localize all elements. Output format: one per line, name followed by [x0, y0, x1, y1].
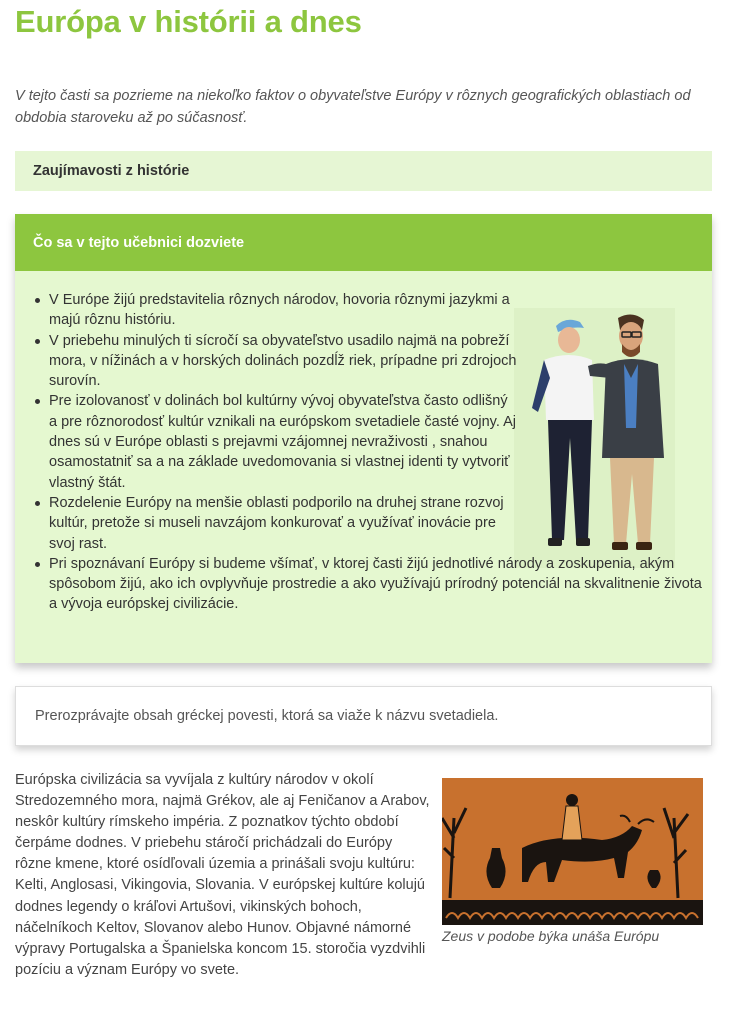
- history-facts-box[interactable]: [15, 151, 712, 191]
- greek-vase-painting: [442, 778, 703, 925]
- zeus-europa-image: [442, 778, 703, 925]
- page-title: Európa v histórii a dnes: [15, 4, 362, 39]
- task-text: Prerozprávajte obsah gréckej povesti, ktorá sa viaže k názvu svetadiela.: [35, 708, 499, 724]
- list-item: Rozdelenie Európy na menšie oblasti podporilo na druhej strane rozvoj kultúr, pretože si museli navzájom konkurovať a využívať inovácie pre svoj rast.: [33, 493, 519, 554]
- body-paragraph: Európska civilizácia sa vyvíjala z kultúry národov v okolí Stredozemného mora, najmä Grékov, ale aj Feničanov a Arabov, neskôr kultúry rímskeho impéria. Z poznatkov týchto období čerpáme dodnes. V priebehu stáročí prichádzali do Európy rôzne kmene, ktoré osídľovali územia a prinášali svoju kultúru: Kelti, Anglosasi, Vikingovia, Slovania. V európskej kultúre kolujú dodnes legendy o kráľovi Artušovi, vikinských bohoch, náčelníkoch Keltov, Slovanov alebo Hunov. Objavné námorné výpravy Portugalska a Španielska koncom 15. storočia vyzdvihli pozíciu a význam Európy vo svete.: [15, 772, 430, 978]
- list-item: V Európe žijú predstavitelia rôznych národov, hovoria rôznymi jazykmi a majú rôznu históriu.: [33, 290, 519, 331]
- task-box: [15, 686, 712, 746]
- list-item: V priebehu minulých ti sícročí sa obyvateľstvo usadilo najmä na pobreží mora, v nížinách a v horských dolinách pozdĺž riek, prípadne pri zdrojoch surovín.: [33, 331, 519, 392]
- learning-goals-title: Čo sa v tejto učebnici dozviete: [33, 234, 245, 251]
- learning-goals-list: [33, 290, 705, 615]
- intro-text: V tejto časti sa pozrieme na niekoľko faktov o obyvateľstve Európy v rôznych geografických oblastiach od obdobia staroveku až po súčasnosť.: [15, 88, 691, 126]
- learning-goals-header: [15, 214, 712, 271]
- history-facts-label: Zaujímavosti z histórie: [33, 163, 190, 179]
- learning-goals-card: [15, 214, 712, 663]
- image-caption: Zeus v podobe býka unáša Európu: [442, 928, 660, 944]
- list-item: Pri spoznávaní Európy si budeme všímať, v ktorej časti žijú jednotlivé národy a zoskupenia, akým spôsobom žijú, ako ich ovplyvňuje prostredie a ako využívajú prírodný potenciál na skvalitnenie života a vývoja európskej civilizácie.: [33, 554, 705, 615]
- list-item: Pre izolovanosť v dolinách bol kultúrny vývoj obyvateľstva často odlišný a pre rôznorodosť kultúr vznikali na európskom svetadiele časté vojny. Aj dnes sú v Európe oblasti s prejavmi vzájomnej nevraživosti , snahou osamostatniť sa a na základe uvedomovania si vlastnej identi ty vytvoriť vlastný štát.: [33, 391, 519, 492]
